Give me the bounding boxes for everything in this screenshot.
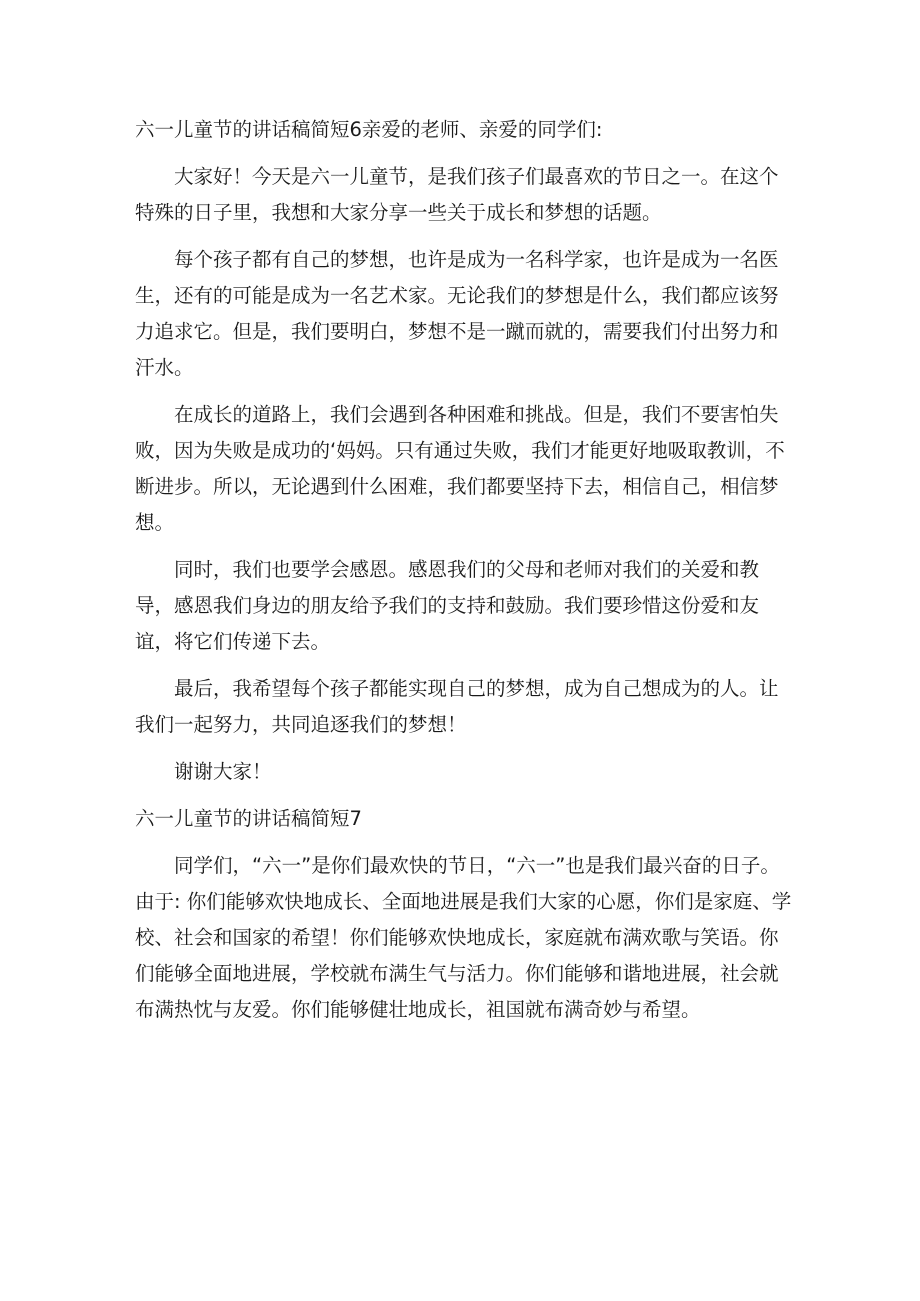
section-1-paragraph-2: 每个孩子都有自己的梦想，也许是成为一名科学家，也许是成为一名医生，还有的可能是成为一名艺术家。无论我们的梦想是什么，我们都应该努力追求它。但是，我们要明白，梦想不是一蹴而就的，需要我们付出努力和汗水。 bbox=[135, 248, 779, 379]
section-1-paragraph-4: 同时，我们也要学会感恩。感恩我们的父母和老师对我们的关爱和教导，感恩我们身边的朋友给予我们的支持和鼓励。我们要珍惜这份爱和友谊，将它们传递下去。 bbox=[135, 558, 760, 653]
section-2-paragraph-1: 同学们，“六一”是你们最欢快的节日，“六一”也是我们最兴奋的日子。由于: 你们能够欢快地成长、全面地进展是我们大家的心愿，你们是家庭、学校、社会和国家的希望！你们能够欢快地成长，家庭就布满欢歌与笑语。你们能够全面地进展，学校就布满生气与活力。你们能够和谐地进展，社会就布满热忱与友爱。你们能够健壮地成长，祖国就布满奇妙与希望。 bbox=[135, 854, 792, 1021]
document-page bbox=[135, 112, 795, 1028]
section-2-heading: 六一儿童节的讲话稿简短7 bbox=[135, 807, 362, 830]
section-1-heading: 六一儿童节的讲话稿简短6亲爱的老师、亲爱的同学们: bbox=[135, 118, 603, 141]
section-1-paragraph-5: 最后，我希望每个孩子都能实现自己的梦想，成为自己想成为的人。让我们一起努力，共同追逐我们的梦想！ bbox=[135, 677, 779, 736]
section-1-paragraph-3: 在成长的道路上，我们会遇到各种困难和挑战。但是，我们不要害怕失败，因为失败是成功的‘妈妈。只有通过失败，我们才能更好地吸取教训，不断进步。所以，无论遇到什么困难，我们都要坚持下去，相信自己，相信梦想。 bbox=[135, 403, 785, 534]
section-1-paragraph-1: 大家好！今天是六一儿童节，是我们孩子们最喜欢的节日之一。在这个特殊的日子里，我想和大家分享一些关于成长和梦想的话题。 bbox=[135, 165, 779, 224]
section-1-closing: 谢谢大家！ bbox=[174, 760, 272, 783]
